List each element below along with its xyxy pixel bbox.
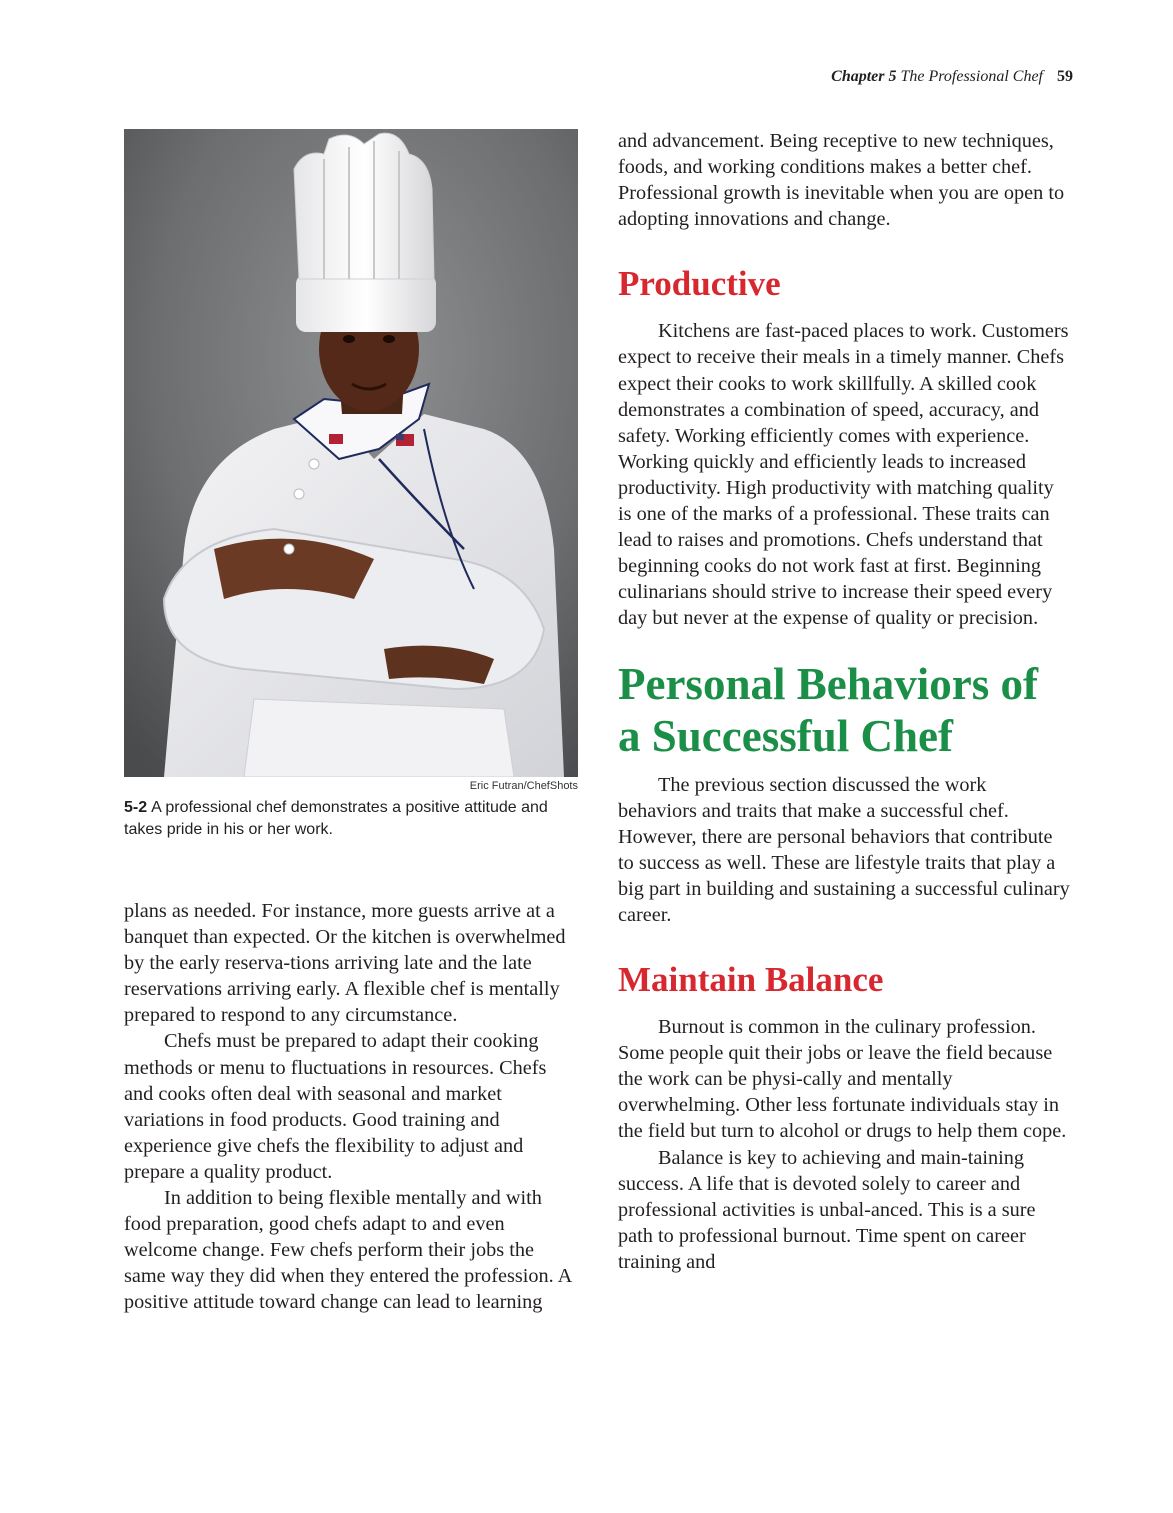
section-heading: Personal Behaviors of a Successful Chef <box>618 658 1038 761</box>
chapter-title: The Professional Chef <box>900 68 1043 85</box>
figure-number: 5-2 <box>124 799 148 816</box>
maintain-balance-heading: Maintain Balance <box>618 960 884 1000</box>
paragraph: and advancement. Being receptive to new techniques, foods, and working conditions makes a better chef. Professional growth is inevitable when you are open to adopting innovations and change. <box>618 130 1065 231</box>
chef-photo <box>124 129 578 777</box>
paragraph: Kitchens are fast-paced places to work. Customers expect to receive their meals in a timely manner. Chefs expect their cooks to work skillfully. A skilled cook demonstrates a combination of speed, accuracy, and safety. Working efficiently comes with experience. Working quickly and efficiently leads to increased productivity. High productivity with matching quality is one of the marks of a professional. These traits can lead to raises and promotions. Chefs understand that beginning cooks do not work fast at first. Beginning culinarians should strive to increase their speed every day but never at the expense of quality or precision. <box>618 320 1069 630</box>
page-number: 59 <box>1057 68 1073 85</box>
right-column <box>618 128 1070 1275</box>
paragraph: The previous section discussed the work behaviors and traits that make a successful chef. However, there are personal behaviors that contribute to success as well. These are lifestyle traits that play a big part in building and sustaining a successful culinary career. <box>618 773 1070 926</box>
paragraph: Burnout is common in the culinary profession. Some people quit their jobs or leave the field because the work can be physi-cally and mentally overwhelming. Other less fortunate individuals stay in the field but turn to alcohol or drugs to help them cope. <box>618 1016 1067 1143</box>
paragraph: In addition to being flexible mentally and with food preparation, good chefs adapt to and even welcome change. Few chefs perform their jobs the same way they did when they entered the profession. A positive attitude toward change can lead to learning <box>124 1187 572 1314</box>
running-head <box>831 68 1073 86</box>
paragraph: Balance is key to achieving and main-taining success. A life that is devoted solely to career and professional activities is unbal-anced. This is a sure path to professional burnout. Time spent on career training and <box>618 1146 1036 1273</box>
left-column <box>124 898 576 1316</box>
productive-heading: Productive <box>618 264 781 304</box>
figure-caption <box>124 797 564 841</box>
photo-credit: Eric Futran/ChefShots <box>469 780 578 792</box>
figure-caption-text: A professional chef demonstrates a positive attitude and takes pride in his or her work. <box>124 799 548 838</box>
paragraph: Chefs must be prepared to adapt their cooking methods or menu to fluctuations in resources. Chefs and cooks often deal with seasonal and market variations in food products. Good training and experience give chefs the flexibility to adjust and prepare a quality product. <box>124 1030 547 1183</box>
chapter-label: Chapter 5 <box>831 68 897 85</box>
paragraph: plans as needed. For instance, more guests arrive at a banquet than expected. Or the kitchen is overwhelmed by the early reserva-tions arriving late and the late reservations arriving early. A flexible chef is mentally prepared to respond to any circumstance. <box>124 900 566 1027</box>
